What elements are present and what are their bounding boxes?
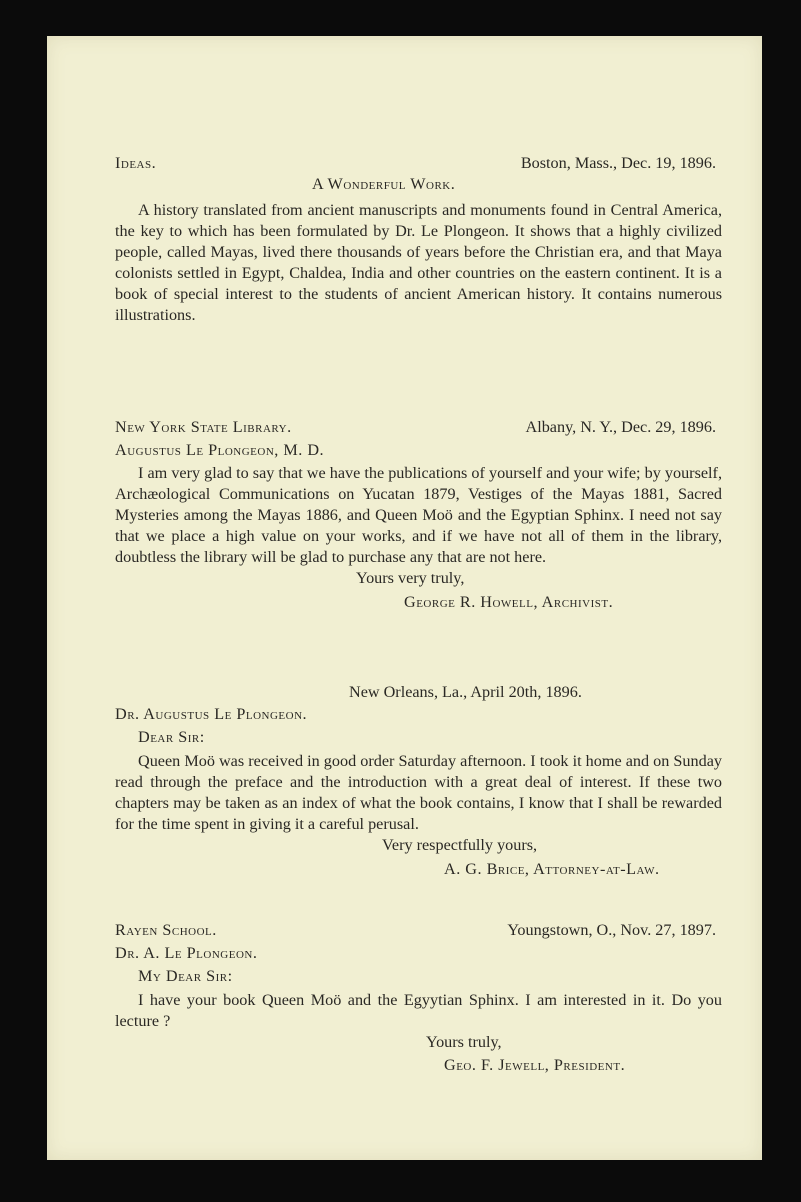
signature: A. G. Brice, Attorney-at-Law. [444, 860, 660, 878]
place-date: Boston, Mass., Dec. 19, 1896. [520, 154, 716, 172]
signature: George R. Howell, Archivist. [404, 593, 614, 611]
letter-header [115, 920, 722, 941]
letter-body: I have your book Queen Moö and the Egyytian Sphinx. I am interested in it. Do you lecture ? [115, 991, 722, 1030]
letter-rayen-school [115, 920, 722, 1076]
document-page [47, 36, 762, 1160]
closing: Yours truly, [426, 1033, 502, 1051]
source-name: New York State Library. [115, 418, 292, 436]
addressee: Dr. A. Le Plongeon. [115, 944, 258, 962]
letter-ny-library [115, 417, 722, 613]
salutation: Dear Sir: [138, 728, 205, 746]
place-date: Youngstown, O., Nov. 27, 1897. [507, 921, 716, 939]
letter-body: Queen Moö was received in good order Saturday afternoon. I took it home and on Sunday read through the preface and the introduction with a great deal of interest. If these two chapters may be taken as an index of what the book contains, I know that I shall be rewarded for the time spent in giving it a careful perusal. [115, 752, 722, 833]
letter-header [115, 153, 722, 174]
article-title: A Wonderful Work. [312, 175, 456, 193]
source-name: Ideas. [115, 154, 157, 172]
signature: Geo. F. Jewell, President. [444, 1056, 626, 1074]
letter-new-orleans [115, 682, 722, 880]
salutation: My Dear Sir: [138, 967, 233, 985]
source-name: Rayen School. [115, 921, 217, 939]
letter-ideas [115, 153, 722, 326]
letter-body: A history translated from ancient manuscripts and monuments found in Central America, the key to which has been formulated by Dr. Le Plongeon. It shows that a highly civilized people, called Mayas, lived there thousands of years before the Christian era, and that Maya colonists settled in Egypt, Chaldea, India and other countries on the eastern continent. It is a book of special interest to the students of ancient American history. It contains numerous illustrations. [115, 201, 722, 324]
addressee: Dr. Augustus Le Plongeon. [115, 705, 308, 723]
addressee: Augustus Le Plongeon, M. D. [115, 441, 325, 459]
letter-body: I am very glad to say that we have the publications of yourself and your wife; by yourself, Archæological Communications on Yucatan 1879, Vestiges of the Mayas 1881, Sacred Mysteries among the Mayas 1886, and Queen Moö and the Egyptian Sphinx. I need not say that we place a high value on your works, and if we have not all of them in the library, doubtless the library will be glad to purchase any that are not here. [115, 464, 722, 566]
closing: Yours very truly, [356, 569, 465, 587]
closing: Very respectfully yours, [382, 836, 538, 854]
place-date: New Orleans, La., April 20th, 1896. [349, 683, 582, 701]
place-date: Albany, N. Y., Dec. 29, 1896. [525, 418, 716, 436]
letter-header [115, 417, 722, 438]
